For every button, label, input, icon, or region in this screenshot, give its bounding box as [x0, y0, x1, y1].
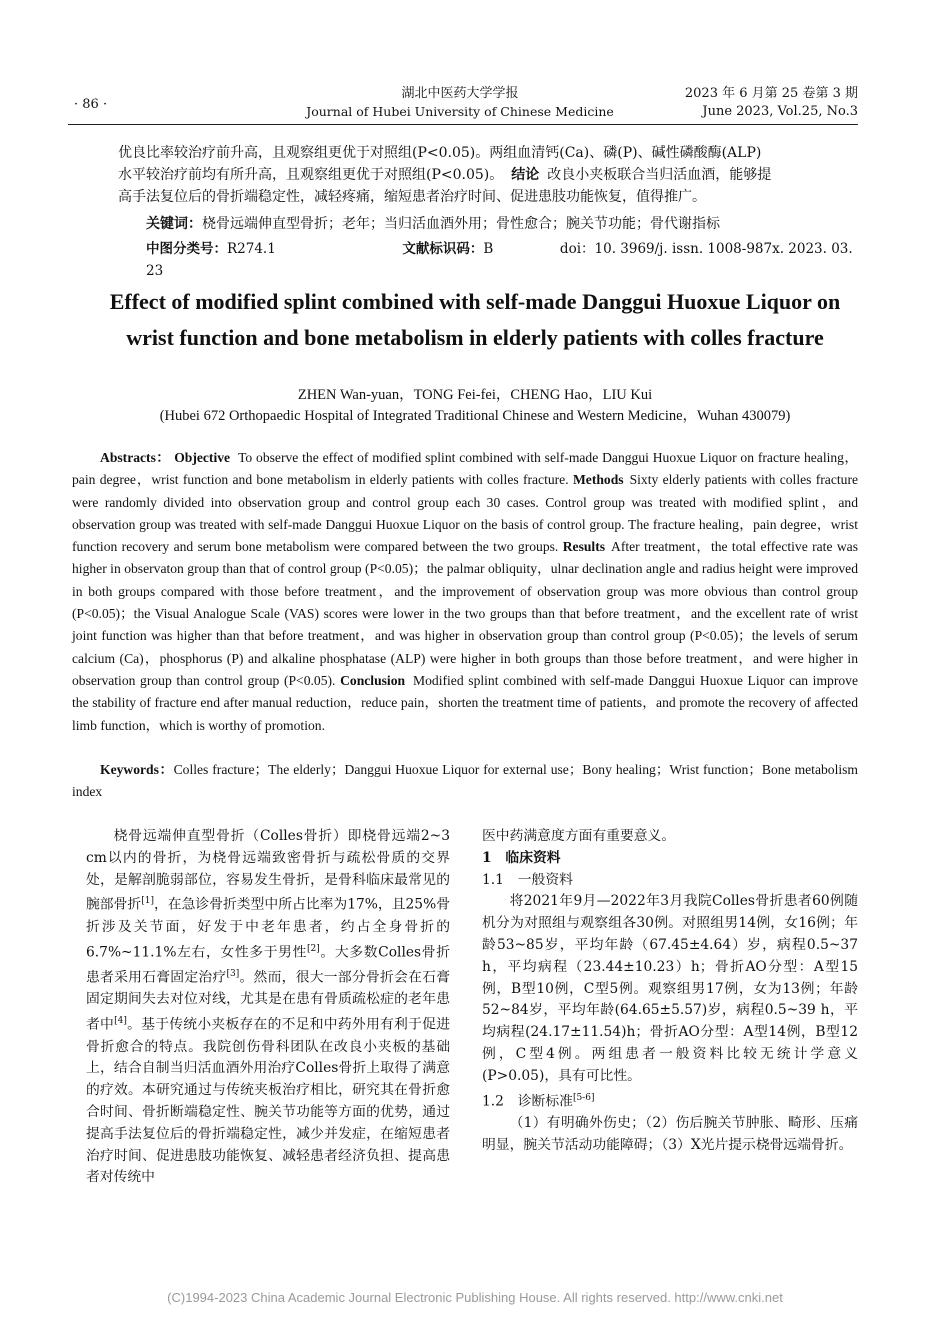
- cn-keywords-label: 关键词：: [146, 216, 202, 232]
- subsection-heading: 1.1 一般资料: [482, 871, 573, 888]
- right-column: [482, 826, 858, 1157]
- journal-title-cn: 湖北中医药大学学报: [401, 86, 519, 101]
- cn-abstract-line: 高手法复位后的骨折端稳定性，减轻疼痛，缩短患者治疗时间、促进患肢功能恢复，值得推广。: [118, 189, 706, 205]
- header-rule: [68, 124, 858, 125]
- citation: [2]: [307, 943, 320, 954]
- authors: ZHEN Wan-yuan，TONG Fei-fei，CHENG Hao，LIU Kui: [297, 387, 653, 403]
- continued-text: 医中药满意度方面有重要意义。: [482, 828, 676, 844]
- en-keywords: Keywords：Colles fracture；The elderly；Danggui Huoxue Liquor for external use；Bony healing；Wrist function；Bone metabolism index: [72, 762, 858, 800]
- cn-abstract: [118, 142, 858, 208]
- affiliation: (Hubei 672 Orthopaedic Hospital of Integrated Traditional Chinese and Western Medicine，Wuhan 430079): [159, 408, 791, 424]
- citation: [4]: [114, 1016, 127, 1027]
- citation: [1]: [141, 896, 154, 907]
- intro-paragraph: 桡骨远端伸直型骨折（Colles骨折）即桡骨远端2~3 cm以内的骨折，为桡骨远端致密骨折与疏松骨质的交界处，是解剖脆弱部位，容易发生骨折，是骨科临床最常见的腕部骨折[1]，在急诊骨折类型中所占比率为17%，且25%骨折涉及关节面，好发于中老年患者，约占全身骨折的6.7%~11.1%左右，女性多于男性[2]。大多数Colles骨折患者采用石膏固定治疗[3]。然而，很大一部分骨折会在石膏固定期间失去对位对线，尤其是在患有骨质疏松症的老年患者中[4]。基于传统小夹板存在的不足和中药外用有利于促进骨折愈合的特点。我院创伤骨科团队在改良小夹板的基础上，结合自制当归活血酒外用治疗Colles骨折上取得了满意的疗效。本研究通过与传统夹板治疗相比，研究其在骨折愈合时间、骨折断端稳定性、腕关节功能等方面的优势，通过提高手法复位后的骨折端稳定性，减少并发症，在缩短患者治疗时间、促进患肢功能恢复、减轻患者经济负担、提高患者对传统中: [86, 828, 451, 1186]
- citation: [3]: [226, 968, 240, 979]
- citation: [5-6]: [572, 1092, 595, 1103]
- paper-title-en: Effect of modified splint combined with self-made Danggui Huoxue Liquor on wrist function and bone metabolism in elderly patients with colles fracture: [109, 289, 841, 350]
- general-data-paragraph: 将2021年9月—2022年3月我院Colles骨折患者60例随机分为对照组与观察组各30例。对照组男14例，女16例；年龄53~85岁，平均年龄（67.45±4.64）岁，病程0.5~37 h，平均病程（23.44±10.23）h；骨折AO分型：A型15例，B型10例，C型5例。观察组男17例，女为13例；年龄52~84岁，平均年龄(64.65±5.57)岁，病程0.5~39 h，平均病程(24.17±11.54)h；骨折AO分型：A型14例，B型12例，C型4例。两组患者一般资料比较无统计学意义(P>0.05)，具有可比性。: [482, 893, 858, 1084]
- journal-title-en: Journal of Hubei University of Chinese Medicine: [306, 104, 614, 119]
- diagnosis-paragraph: （1）有明确外伤史；（2）伤后腕关节肿胀、畸形、压痛明显，腕关节活动功能障碍；（3）X光片提示桡骨远端骨折。: [482, 1114, 858, 1153]
- cn-abstract-line: 优良比率较治疗前升高，且观察组更优于对照组(P<0.05)。两组血清钙(Ca)、磷(P)、碱性磷酸酶(ALP): [118, 145, 762, 161]
- copyright-footer: (C)1994-2023 China Academic Journal Electronic Publishing House. All rights reserved. http://www.cnki.net: [167, 1290, 783, 1305]
- en-abstract: Abstracts： Objective To observe the effect of modified splint combined with self-made Danggui Huoxue Liquor on fracture healing，pain degree，wrist function and bone metabolism in elderly patients with colles fracture. Methods Sixty elderly patients with colles fracture were randomly divided into observation group and control group each 30 cases. Control group was treated with modified splint，and observation group was treated with self-made Danggui Huoxue Liquor on the basis of control group. The fracture healing，pain degree，wrist function recovery and serum bone metabolism were compared between the two groups. Results After treatment，the total effective rate was higher in observaton group than that of control group (P<0.05)；the palmar obliquity，ulnar declination angle and radius height were improved in both groups compared with those before treatment，and the improvement of observation group was more obvious than control group (P<0.05)；the Visual Analogue Scale (VAS) scores were lower in the two groups than that before treatment，and the excellent rate of wrist joint function was higher than that before treatment，and was higher in observation group than control group (P<0.05)；the levels of serum calcium (Ca)，phosphorus (P) and alkaline phosphatase (ALP) were higher in both groups than those before treatment，and were higher in observation group than control group (P<0.05). Conclusion Modified splint combined with self-made Danggui Huoxue Liquor can improve the stability of fracture end after manual reduction，reduce pain，shorten the treatment time of patients，and promote the recovery of affected limb function，which is worthy of promotion.: [72, 450, 858, 733]
- doi: 10. 3969/j. issn. 1008-987x. 2023. 03. 23: [146, 241, 853, 279]
- issue-cn: 2023 年 6 月第 25 卷第 3 期: [684, 86, 858, 101]
- cn-abstract-line: 水平较治疗前均有所升高，且观察组更优于对照组(P<0.05)。 结论 改良小夹板联合当归活血酒，能够提: [118, 167, 772, 183]
- cn-keywords: 关键词：桡骨远端伸直型骨折；老年；当归活血酒外用；骨性愈合；腕关节功能；骨代谢指标: [146, 216, 720, 232]
- page-number: · 86 ·: [74, 97, 108, 112]
- cn-classification: 中图分类号：R274.1 文献标识码：B doi：10. 3969/j. issn. 1008-987x. 2023. 03. 23: [146, 241, 853, 279]
- section-heading: 1 临床资料: [482, 849, 561, 866]
- cn-conclusion-label: 结论: [511, 167, 540, 183]
- subsection-heading: 1.2 诊断标准[5-6]: [482, 1092, 595, 1110]
- issue-en: June 2023, Vol.25, No.3: [702, 104, 858, 119]
- left-column: [86, 826, 450, 1189]
